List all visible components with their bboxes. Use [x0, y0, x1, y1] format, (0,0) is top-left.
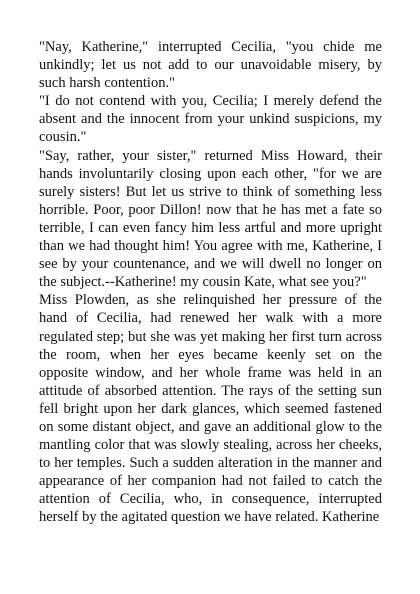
- page-text: [39, 38, 382, 527]
- paragraph-1: "Nay, Katherine," interrupted Cecilia, "you chide me unkindly; let us not add to our unavoidable misery, by such harsh contention.": [39, 39, 382, 92]
- paragraph-4: Miss Plowden, as she relinquished her pressure of the hand of Cecilia, had renewed her walk with a more regulated step; but she was yet making her first turn across the room, when her eyes became keenly set on the opposite window, and her whole frame was held in an attitude of absorbed attention. The rays of the setting sun fell bright upon her dark glances, which seemed fastened on some distant object, and gave an additional glow to the mantling color that was slowly stealing, across her cheeks, to her temples. Such a sudden alteration in the manner and appearance of her companion had not failed to catch the attention of Cecilia, who, in consequence, interrupted herself by the agitated question we have related. Katherine: [39, 292, 382, 526]
- paragraph-3: "Say, rather, your sister," returned Miss Howard, their hands involuntarily closing upon each other, "for we are surely sisters! But let us strive to think of something less horrible. Poor, poor Dillon! now that he has met a fate so terrible, I can even fancy him less artful and more upright than we had thought him! You agree with me, Katherine, I see by your countenance, and we will dwell no longer on the subject.--Katherine! my cousin Kate, what see you?": [39, 147, 382, 291]
- paragraph-2: "I do not contend with you, Cecilia; I merely defend the absent and the innocent from your unkind suspicions, my cousin.": [39, 93, 382, 146]
